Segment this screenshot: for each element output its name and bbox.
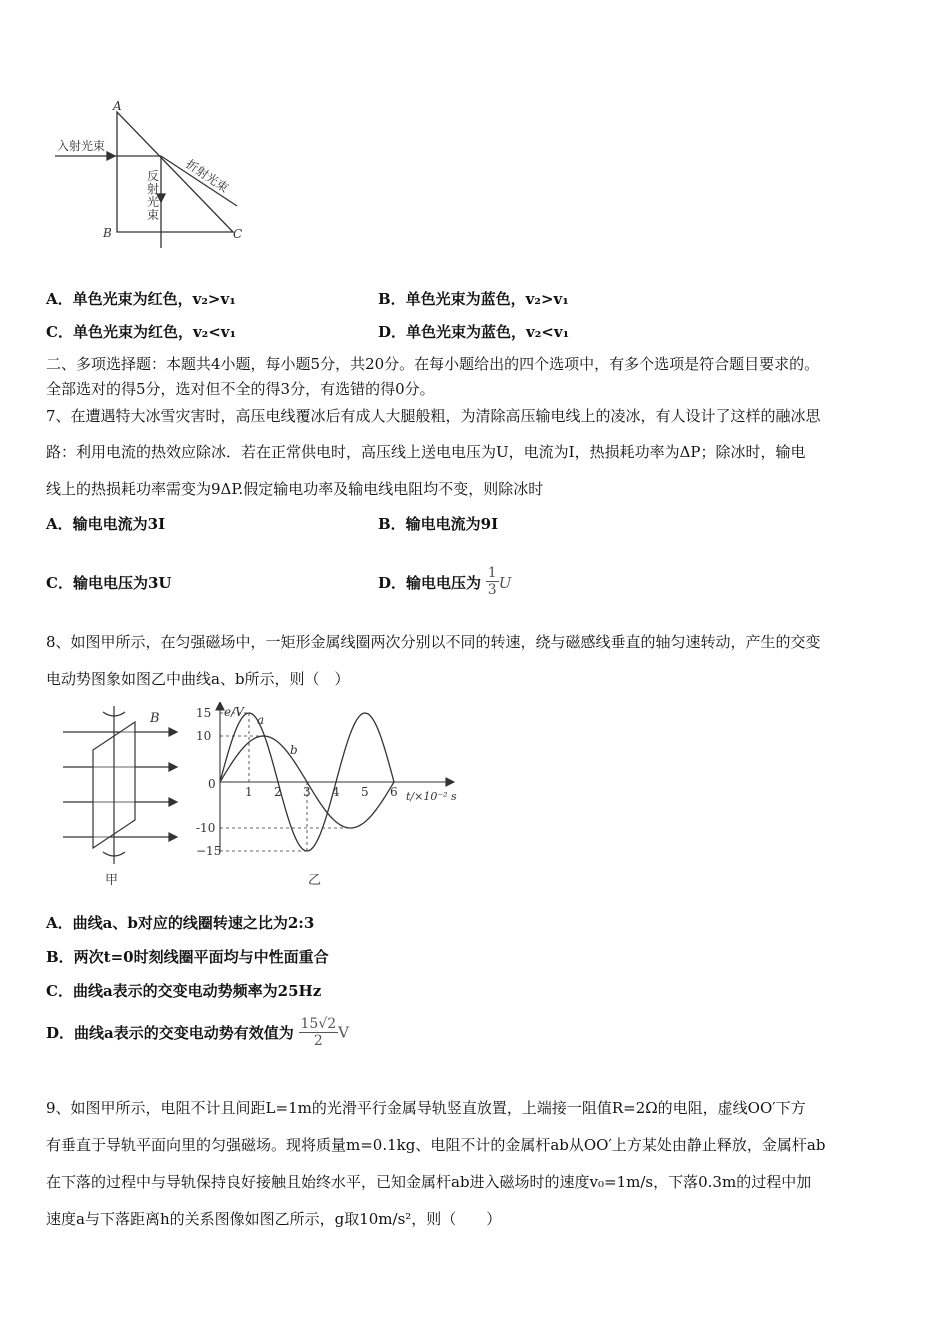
refracted-label: 折射光束 [183,156,231,196]
figure-jia-label: 甲 [105,873,119,888]
q8-option-d-label: D．曲线a表示的交变电动势有效值为 [46,1024,294,1042]
q9-line4: 速度a与下落距离h的关系图像如图乙所示，g取10m/s²，则（ ） [46,1210,502,1228]
section2-line1: 二、多项选择题：本题共4小题，每小题5分，共20分。在每小题给出的四个选项中，有多个选项是符合题目要求的。 [46,355,820,373]
q7-line2: 路：利用电流的热效应除冰．若在正常供电时，高压线上送电电压为U，电流为I，热损耗功率为ΔP；除冰时，输电 [46,443,806,461]
q9-line2: 有垂直于导轨平面向里的匀强磁场。现将质量m=0.1kg、电阻不计的金属杆ab从OO′上方某处由静止释放，金属杆ab [46,1136,826,1154]
q9-line3: 在下落的过程中与导轨保持良好接触且始终水平，已知金属杆ab进入磁场时的速度v₀=1m/s，下落0.3m的过程中加 [46,1173,812,1191]
q8-option-d-unit: V [338,1023,350,1042]
y-tick-label: 15 [196,706,212,720]
q6-option-a: A．单色光束为红色，v₂>v₁ [46,290,236,308]
series-b-label: b [290,743,298,757]
q7-option-d-var: U [498,574,512,592]
x-tick-label: 5 [361,785,369,799]
coil-figure [55,702,185,892]
prism-figure [55,100,265,250]
q7-line3: 线上的热损耗功率需变为9ΔP.假定输电功率及输电线电阻均不变，则除冰时 [46,480,544,498]
field-label-b: B [150,711,160,726]
q8-option-c: C．曲线a表示的交变电动势频率为25Hz [46,982,322,1000]
q8-option-b: B．两次t=0时刻线圈平面均与中性面重合 [46,948,329,966]
q7-option-b: B．输电电流为9I [378,515,499,533]
q8-line1: 8、如图甲所示，在匀强磁场中，一矩形金属线圈两次分别以不同的转速，绕与磁感线垂直的轴匀速转动，产生的交变 [46,633,821,651]
q7-option-d-label: D．输电电压为 [378,574,482,592]
label-C: C [233,227,243,241]
q7-option-c: C．输电电压为3U [46,574,172,592]
series-a-label: a [257,713,265,727]
q7-option-d [378,548,511,598]
reflected-label: 反射光束 [147,169,160,222]
y-tick-label: -10 [196,821,216,835]
q7-option-d-fraction [486,565,499,598]
figure-yi-label: 乙 [308,873,322,888]
fraction-numerator: 15√2 [300,1016,337,1032]
x-tick-label: 1 [245,785,253,799]
q6-option-c: C．单色光束为红色，v₂<v₁ [46,323,237,341]
q7-line1: 7、在遭遇特大冰雪灾害时，高压电线覆冰后有成人大腿般粗，为清除高压输电线上的凌冰，有人设计了这样的融冰思 [46,407,821,425]
fraction-denominator: 2 [313,1033,323,1049]
fraction-numerator: 1 [487,564,497,581]
y-axis-label: e/V [224,705,244,719]
fraction-denominator: 3 [487,581,497,598]
origin-label: 0 [208,777,216,791]
x-tick-label: 4 [332,785,340,799]
q7-option-a: A．输电电流为3I [46,515,166,533]
q9-line1: 9、如图甲所示，电阻不计且间距L=1m的光滑平行金属导轨竖直放置，上端接一阻值R=2Ω的电阻，虚线OO′下方 [46,1099,806,1117]
q6-option-b: B．单色光束为蓝色，v₂>v₁ [378,290,569,308]
q8-option-a: A．曲线a、b对应的线圈转速之比为2:3 [46,914,315,932]
x-tick-label: 6 [390,785,398,799]
incident-label: 入射光束 [57,139,106,153]
y-tick-label: 10 [196,729,212,743]
emf-time-graph [190,702,480,892]
x-tick-label: 3 [303,785,311,799]
incident-arrow [107,152,115,160]
section2-line2: 全部选对的得5分，选对但不全的得3分，有选错的得0分。 [46,380,435,398]
x-tick-label: 2 [274,785,282,799]
label-A: A [113,100,122,113]
q8-line2: 电动势图象如图乙中曲线a、b所示，则（ ） [46,670,350,688]
q8-option-d-fraction [299,1016,339,1049]
label-B: B [103,226,112,240]
x-axis-label: t/×10⁻² s [406,790,457,803]
y-tick-label: −15 [196,844,222,858]
q6-option-d: D．单色光束为蓝色，v₂<v₁ [378,323,570,341]
q8-option-d [46,1016,349,1049]
prism-triangle [117,112,233,232]
